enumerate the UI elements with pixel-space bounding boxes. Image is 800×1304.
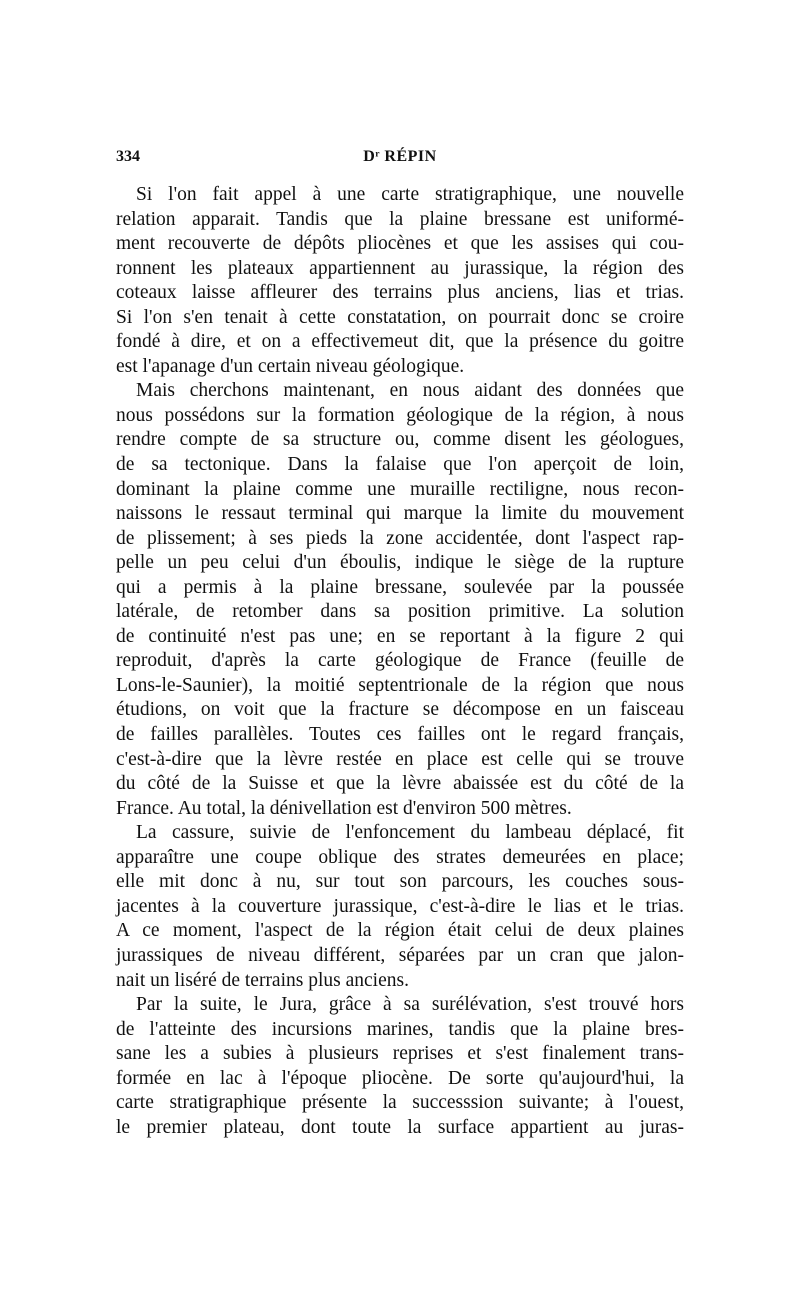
- text-line: Mais cherchons maintenant, en nous aidant des données que: [136, 380, 684, 402]
- text-line: carte stratigraphique présente la successsion suivante; à l'ouest,: [116, 1092, 684, 1114]
- text-line: qui a permis à la plaine bressane, soulevée par la poussée: [116, 576, 684, 598]
- text-line: étudions, on voit que la fracture se décompose en un faisceau: [116, 699, 684, 721]
- running-title: Dʳ RÉPIN: [363, 148, 437, 165]
- text-line: du côté de la Suisse et que la lèvre abaissée est du côté de la: [116, 773, 684, 795]
- text-line: latérale, de retomber dans sa position primitive. La solution: [116, 601, 684, 623]
- text-line: coteaux laisse affleurer des terrains plus anciens, lias et trias.: [116, 282, 684, 304]
- paragraph: [116, 993, 684, 1140]
- text-line: La cassure, suivie de l'enfoncement du lambeau déplacé, fit: [136, 822, 684, 844]
- text-line: relation apparait. Tandis que la plaine bressane est uniformé-: [116, 208, 684, 230]
- text-line: Si l'on s'en tenait à cette constatation, on pourrait donc se croire: [116, 306, 684, 328]
- text-line: ment recouverte de dépôts pliocènes et que les assises qui cou-: [116, 233, 684, 255]
- text-line: reproduit, d'après la carte géologique de France (feuille de: [116, 650, 684, 672]
- text-line: France. Au total, la dénivellation est d'environ 500 mètres.: [116, 797, 572, 819]
- text-line: jurassiques de niveau différent, séparées par un cran que jalon-: [116, 944, 684, 966]
- running-head: [116, 145, 684, 169]
- text-line: de continuité n'est pas une; en se reportant à la figure 2 qui: [116, 625, 684, 647]
- paragraph: [116, 821, 684, 993]
- text-line: formée en lac à l'époque pliocène. De sorte qu'aujourd'hui, la: [116, 1067, 684, 1089]
- text-line: rendre compte de sa structure ou, comme disent les géologues,: [116, 429, 684, 451]
- text-line: elle mit donc à nu, sur tout son parcours, les couches sous-: [116, 871, 684, 893]
- text-line: A ce moment, l'aspect de la région était celui de deux plaines: [116, 920, 684, 942]
- text-line: est l'apanage d'un certain niveau géologique.: [116, 355, 465, 377]
- paragraph: [116, 183, 684, 379]
- text-line: Par la suite, le Jura, grâce à sa surélévation, s'est trouvé hors: [136, 994, 684, 1016]
- text-line: Lons-le-Saunier), la moitié septentrionale de la région que nous: [116, 674, 684, 696]
- body-text: [116, 183, 684, 1140]
- text-line: dominant la plaine comme une muraille rectiligne, nous recon-: [116, 478, 684, 500]
- text-line: de l'atteinte des incursions marines, tandis que la plaine bres-: [116, 1018, 684, 1040]
- text-line: le premier plateau, dont toute la surface appartient au juras-: [116, 1116, 684, 1138]
- text-line: apparaître une coupe oblique des strates demeurées en place;: [116, 846, 684, 868]
- text-line: de plissement; à ses pieds la zone accidentée, dont l'aspect rap-: [116, 527, 684, 549]
- text-line: fondé à dire, et on a effectivemeut dit, que la présence du goitre: [116, 331, 684, 353]
- text-line: sane les a subies à plusieurs reprises et s'est finalement trans-: [116, 1043, 684, 1065]
- text-line: de sa tectonique. Dans la falaise que l'on aperçoit de loin,: [116, 454, 684, 476]
- text-line: de failles parallèles. Toutes ces failles ont le regard français,: [116, 724, 684, 746]
- text-line: nous possédons sur la formation géologique de la région, à nous: [116, 404, 684, 426]
- text-line: jacentes à la couverture jurassique, c'est-à-dire le lias et le trias.: [116, 895, 684, 917]
- text-line: ronnent les plateaux appartiennent au jurassique, la région des: [116, 257, 684, 279]
- text-line: naissons le ressaut terminal qui marque la limite du mouvement: [116, 503, 684, 525]
- paragraph: [116, 379, 684, 821]
- text-line: Si l'on fait appel à une carte stratigraphique, une nouvelle: [136, 184, 684, 205]
- page-number: 334: [116, 148, 140, 165]
- text-line: nait un liséré de terrains plus anciens.: [116, 969, 409, 991]
- text-line: c'est-à-dire que la lèvre restée en place est celle qui se trouve: [116, 748, 684, 770]
- text-line: pelle un peu celui d'un éboulis, indique le siège de la rupture: [116, 552, 684, 574]
